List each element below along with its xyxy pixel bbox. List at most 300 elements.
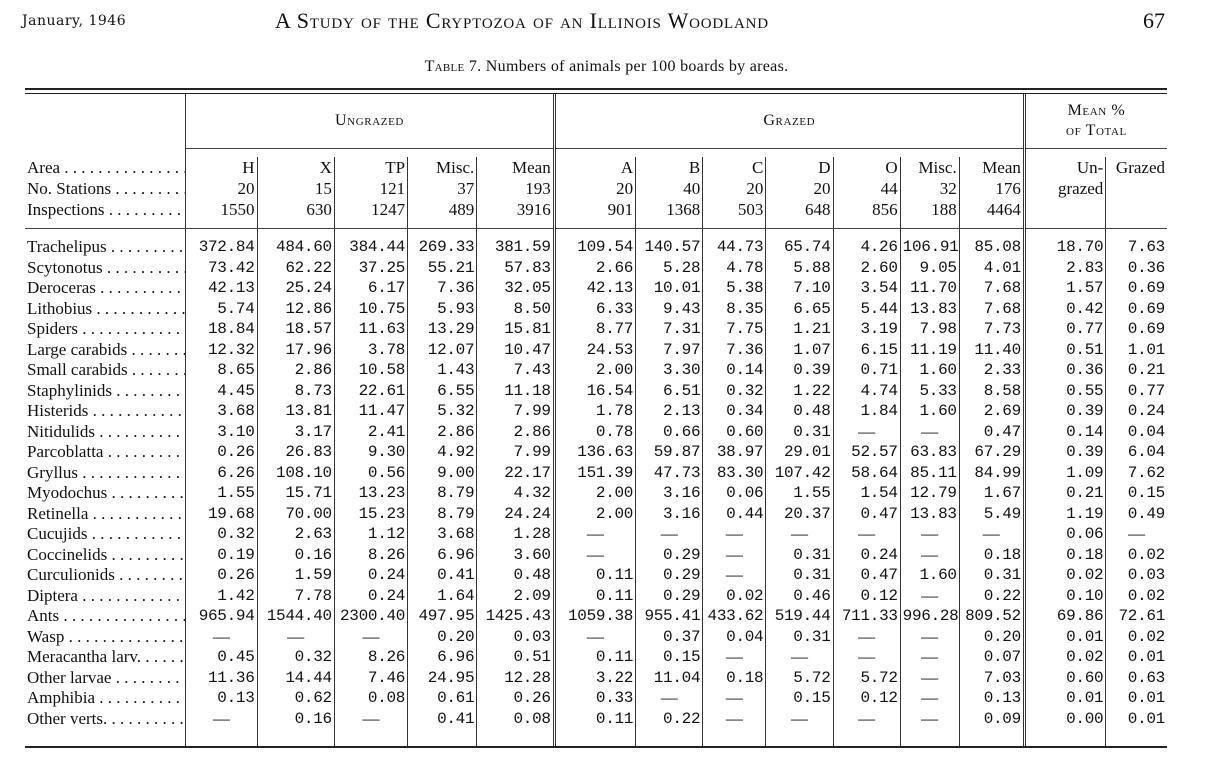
cell-value: — [766, 524, 833, 545]
table-row [25, 627, 1167, 648]
cell-value: 0.15 [1106, 483, 1167, 504]
cell-value: — [833, 709, 900, 730]
cell-value: — [554, 545, 635, 566]
cell-value: 0.34 [703, 401, 766, 422]
cell-value: 0.08 [477, 709, 554, 730]
cell-value: 0.18 [1024, 545, 1105, 566]
cell-value: 0.18 [703, 668, 766, 689]
cell-value: 3.16 [636, 504, 703, 525]
cell-value: 0.39 [1024, 442, 1105, 463]
cell-value: 18.84 [186, 319, 257, 340]
cell-value: 1.54 [833, 483, 900, 504]
cell-value: 0.44 [703, 504, 766, 525]
pct-grazed-header [1106, 178, 1167, 199]
column-area: D [766, 157, 833, 178]
cell-value: 1.12 [334, 524, 407, 545]
group-grazed: Grazed [554, 94, 1024, 149]
cell-value: 3.68 [186, 401, 257, 422]
cell-value: 15.23 [334, 504, 407, 525]
cell-value: 13.83 [900, 504, 959, 525]
cell-value: 269.33 [408, 237, 477, 258]
column-area: C [703, 157, 766, 178]
cell-value: 7.68 [959, 278, 1024, 299]
cell-value: 1.42 [186, 586, 257, 607]
cell-value: 44.73 [703, 237, 766, 258]
cell-value: 12.79 [900, 483, 959, 504]
table-row [25, 606, 1167, 627]
table-row [25, 688, 1167, 709]
cell-value: 2.63 [257, 524, 334, 545]
cell-value: 0.29 [636, 565, 703, 586]
table-caption [0, 58, 1213, 76]
cell-value: 22.17 [477, 463, 554, 484]
column-inspections: 1247 [334, 199, 407, 220]
cell-value: 6.26 [186, 463, 257, 484]
cell-value: 2.00 [554, 483, 635, 504]
cell-value: — [1106, 524, 1167, 545]
header-separator [25, 220, 1167, 229]
cell-value: 0.11 [554, 586, 635, 607]
cell-value: 0.12 [833, 688, 900, 709]
cell-value: 7.31 [636, 319, 703, 340]
cell-value: 0.55 [1024, 381, 1105, 402]
cell-value: 12.28 [477, 668, 554, 689]
cell-value: — [334, 627, 407, 648]
taxon-label: Staphylinids . . . [25, 381, 186, 402]
header-row-stations [25, 178, 1167, 199]
cell-value: 16.54 [554, 381, 635, 402]
cell-value: 1.60 [900, 360, 959, 381]
cell-value: 3.54 [833, 278, 900, 299]
cell-value: 0.26 [186, 565, 257, 586]
cell-value: 0.14 [1024, 422, 1105, 443]
cell-value: 0.29 [636, 586, 703, 607]
cell-value: 0.36 [1106, 258, 1167, 279]
cell-value: 1425.43 [477, 606, 554, 627]
column-stations: 40 [636, 178, 703, 199]
cell-value: 0.19 [186, 545, 257, 566]
cell-value: — [257, 627, 334, 648]
cell-value: 1.43 [408, 360, 477, 381]
cell-value: 484.60 [257, 237, 334, 258]
header-label-stations: No. Stations . . . [25, 178, 186, 199]
column-area: A [554, 157, 635, 178]
cell-value: — [334, 709, 407, 730]
cell-value: 1.21 [766, 319, 833, 340]
cell-value: 711.33 [833, 606, 900, 627]
cell-value: 151.39 [554, 463, 635, 484]
cell-value: 12.32 [186, 340, 257, 361]
column-stations: 20 [703, 178, 766, 199]
cell-value: 0.37 [636, 627, 703, 648]
cell-value: 4.78 [703, 258, 766, 279]
cell-value: 0.47 [833, 504, 900, 525]
column-area: H [186, 157, 257, 178]
cell-value: 3.78 [334, 340, 407, 361]
cell-value: 519.44 [766, 606, 833, 627]
cell-value: 5.74 [186, 299, 257, 320]
bottom-rule [25, 746, 1167, 748]
cell-value: — [186, 627, 257, 648]
cell-value: 8.73 [257, 381, 334, 402]
cell-value: 11.18 [477, 381, 554, 402]
cell-value: 0.51 [477, 647, 554, 668]
cell-value: — [900, 586, 959, 607]
cell-value: 42.13 [554, 278, 635, 299]
table-row [25, 586, 1167, 607]
cell-value: 0.26 [477, 688, 554, 709]
cell-value: 25.24 [257, 278, 334, 299]
cell-value: 2.41 [334, 422, 407, 443]
column-inspections: 901 [554, 199, 635, 220]
cell-value: 8.77 [554, 319, 635, 340]
cell-value: — [833, 627, 900, 648]
cell-value: 0.36 [1024, 360, 1105, 381]
cell-value: 0.15 [636, 647, 703, 668]
cell-value: 1.84 [833, 401, 900, 422]
pct-ungrazed-header: grazed [1024, 178, 1105, 199]
column-stations: 121 [334, 178, 407, 199]
cell-value: 0.60 [1024, 668, 1105, 689]
cell-value: 372.84 [186, 237, 257, 258]
cell-value: 0.01 [1106, 647, 1167, 668]
cell-value: 11.04 [636, 668, 703, 689]
cell-value: 5.33 [900, 381, 959, 402]
column-area: Mean [959, 157, 1024, 178]
cell-value: — [833, 647, 900, 668]
column-area: X [257, 157, 334, 178]
cell-value: 10.01 [636, 278, 703, 299]
cell-value: 85.11 [900, 463, 959, 484]
cell-value: 7.98 [900, 319, 959, 340]
cell-value: 955.41 [636, 606, 703, 627]
cell-value: — [703, 565, 766, 586]
taxon-label: Lithobius . . . [25, 299, 186, 320]
cell-value: 0.78 [554, 422, 635, 443]
cell-value: 0.07 [959, 647, 1024, 668]
cell-value: 70.00 [257, 504, 334, 525]
cell-value: 0.48 [766, 401, 833, 422]
cell-value: — [959, 524, 1024, 545]
table-row [25, 258, 1167, 279]
issue-date: January, 1946 [22, 13, 127, 29]
cell-value: 6.51 [636, 381, 703, 402]
cell-value: 0.60 [703, 422, 766, 443]
table-row [25, 668, 1167, 689]
cell-value: 0.45 [186, 647, 257, 668]
cell-value: 0.47 [959, 422, 1024, 443]
cell-value: 83.30 [703, 463, 766, 484]
cell-value: 0.11 [554, 565, 635, 586]
cell-value: 7.78 [257, 586, 334, 607]
cell-value: — [900, 688, 959, 709]
cell-value: 11.19 [900, 340, 959, 361]
taxon-label: Other larvae . . . [25, 668, 186, 689]
cell-value: 0.16 [257, 545, 334, 566]
cell-value: 0.47 [833, 565, 900, 586]
cell-value: 85.08 [959, 237, 1024, 258]
cell-value: 8.79 [408, 504, 477, 525]
cell-value: 5.93 [408, 299, 477, 320]
cell-value: 10.75 [334, 299, 407, 320]
cell-value: 67.29 [959, 442, 1024, 463]
cell-value: 0.13 [959, 688, 1024, 709]
cell-value: 5.49 [959, 504, 1024, 525]
cell-value: 52.57 [833, 442, 900, 463]
cell-value: 1.55 [186, 483, 257, 504]
column-inspections: 630 [257, 199, 334, 220]
cell-value: 24.95 [408, 668, 477, 689]
cell-value: 1544.40 [257, 606, 334, 627]
cell-value: 0.62 [257, 688, 334, 709]
taxon-label: Small carabids . . . [25, 360, 186, 381]
cell-value: 12.86 [257, 299, 334, 320]
table-row [25, 299, 1167, 320]
mean-pct-line2: of Total [1066, 122, 1127, 139]
column-stations: 37 [408, 178, 477, 199]
cell-value: 12.07 [408, 340, 477, 361]
cell-value: 7.43 [477, 360, 554, 381]
cell-value: 0.22 [636, 709, 703, 730]
cell-value: 9.00 [408, 463, 477, 484]
cell-value: 59.87 [636, 442, 703, 463]
cell-value: 0.01 [1106, 688, 1167, 709]
cell-value: — [900, 668, 959, 689]
column-inspections: 1550 [186, 199, 257, 220]
taxon-label: Deroceras . . . [25, 278, 186, 299]
cell-value: — [766, 647, 833, 668]
cell-value: 0.46 [766, 586, 833, 607]
taxon-label: Ants . . . [25, 606, 186, 627]
column-inspections: 4464 [959, 199, 1024, 220]
cell-value: 0.11 [554, 647, 635, 668]
cell-value: 106.91 [900, 237, 959, 258]
taxon-label: Amphibia . . . [25, 688, 186, 709]
table-row [25, 545, 1167, 566]
cell-value: 8.58 [959, 381, 1024, 402]
cell-value: 18.70 [1024, 237, 1105, 258]
cell-value: 4.01 [959, 258, 1024, 279]
cell-value: 1.59 [257, 565, 334, 586]
table-row [25, 463, 1167, 484]
cell-value: 0.12 [833, 586, 900, 607]
table-caption-text: Numbers of animals per 100 boards by areas. [485, 58, 789, 75]
cell-value: 3.30 [636, 360, 703, 381]
cell-value: 5.28 [636, 258, 703, 279]
cell-value: 1.07 [766, 340, 833, 361]
cell-value: 0.01 [1024, 627, 1105, 648]
cell-value: 0.31 [766, 627, 833, 648]
column-inspections: 503 [703, 199, 766, 220]
table-label: Table 7. [424, 58, 482, 75]
cell-value: 0.09 [959, 709, 1024, 730]
cell-value: 1.78 [554, 401, 635, 422]
table-row [25, 504, 1167, 525]
cell-value: 7.03 [959, 668, 1024, 689]
cell-value: 15.81 [477, 319, 554, 340]
cell-value: 1.22 [766, 381, 833, 402]
cell-value: — [636, 688, 703, 709]
column-stations: 20 [766, 178, 833, 199]
cell-value: 0.42 [1024, 299, 1105, 320]
cell-value: 17.96 [257, 340, 334, 361]
cell-value: 11.40 [959, 340, 1024, 361]
cell-value: 6.65 [766, 299, 833, 320]
cell-value: 0.63 [1106, 668, 1167, 689]
cell-value: 7.62 [1106, 463, 1167, 484]
cell-value: 136.63 [554, 442, 635, 463]
cell-value: 4.74 [833, 381, 900, 402]
cell-value: 0.06 [1024, 524, 1105, 545]
cell-value: 0.24 [334, 565, 407, 586]
cell-value: 32.05 [477, 278, 554, 299]
cell-value: 20.37 [766, 504, 833, 525]
cell-value: 6.55 [408, 381, 477, 402]
table-body [25, 237, 1167, 747]
cell-value: — [636, 524, 703, 545]
cell-value: — [900, 545, 959, 566]
cell-value: 29.01 [766, 442, 833, 463]
cell-value: 2.09 [477, 586, 554, 607]
cell-value: 0.02 [1106, 586, 1167, 607]
cell-value: 0.08 [334, 688, 407, 709]
taxon-label: Other verts. . . . [25, 709, 186, 730]
cell-value: 7.75 [703, 319, 766, 340]
cell-value: 0.00 [1024, 709, 1105, 730]
cell-value: 0.22 [959, 586, 1024, 607]
cell-value: 0.06 [703, 483, 766, 504]
pct-ungrazed-header: Un- [1024, 157, 1105, 178]
cell-value: 0.71 [833, 360, 900, 381]
cell-value: 1.01 [1106, 340, 1167, 361]
cell-value: 11.36 [186, 668, 257, 689]
cell-value: 13.23 [334, 483, 407, 504]
cell-value: 3.19 [833, 319, 900, 340]
cell-value: 9.05 [900, 258, 959, 279]
cell-value: — [703, 709, 766, 730]
column-stations: 176 [959, 178, 1024, 199]
cell-value: 38.97 [703, 442, 766, 463]
cell-value: 47.73 [636, 463, 703, 484]
column-stations: 32 [900, 178, 959, 199]
cell-value: 1.19 [1024, 504, 1105, 525]
article-title: A Study of the Cryptozoa of an Illinois Woodland [275, 8, 769, 33]
cell-value: 2.00 [554, 360, 635, 381]
cell-value: 0.69 [1106, 278, 1167, 299]
header-row-inspections [25, 199, 1167, 220]
cell-value: 19.68 [186, 504, 257, 525]
cell-value: 13.81 [257, 401, 334, 422]
pct-ungrazed-header [1024, 199, 1105, 220]
column-inspections: 648 [766, 199, 833, 220]
cell-value: 0.31 [766, 565, 833, 586]
column-stations: 15 [257, 178, 334, 199]
cell-value: — [900, 627, 959, 648]
pct-grazed-header: Grazed [1106, 157, 1167, 178]
cell-value: 1.09 [1024, 463, 1105, 484]
cell-value: 8.65 [186, 360, 257, 381]
cell-value: 7.97 [636, 340, 703, 361]
page-number: 67 [1143, 8, 1165, 33]
cell-value: 2.86 [408, 422, 477, 443]
cell-value: 58.64 [833, 463, 900, 484]
cell-value: 0.16 [257, 709, 334, 730]
cell-value: 0.41 [408, 709, 477, 730]
column-area: TP [334, 157, 407, 178]
column-stations: 20 [186, 178, 257, 199]
cell-value: 9.30 [334, 442, 407, 463]
cell-value: 0.61 [408, 688, 477, 709]
cell-value: 2.86 [477, 422, 554, 443]
column-inspections: 188 [900, 199, 959, 220]
cell-value: 107.42 [766, 463, 833, 484]
cell-value: — [900, 422, 959, 443]
cell-value: — [554, 627, 635, 648]
taxon-label: Coccinelids . . . [25, 545, 186, 566]
taxon-label: Parcoblatta . . . [25, 442, 186, 463]
cell-value: — [900, 524, 959, 545]
cell-value: 0.01 [1106, 709, 1167, 730]
cell-value: 0.10 [1024, 586, 1105, 607]
cell-value: 26.83 [257, 442, 334, 463]
cell-value: 3.68 [408, 524, 477, 545]
cell-value: 2.60 [833, 258, 900, 279]
cell-value: 73.42 [186, 258, 257, 279]
cell-value: 0.21 [1024, 483, 1105, 504]
cell-value: 10.58 [334, 360, 407, 381]
taxon-label: Scytonotus . . . [25, 258, 186, 279]
cell-value: 7.63 [1106, 237, 1167, 258]
cell-value: — [833, 524, 900, 545]
cell-value: 0.20 [959, 627, 1024, 648]
table-row [25, 360, 1167, 381]
table-row [25, 237, 1167, 258]
table-row [25, 278, 1167, 299]
cell-value: 8.79 [408, 483, 477, 504]
cell-value: 5.38 [703, 278, 766, 299]
cell-value: 5.88 [766, 258, 833, 279]
column-area: O [833, 157, 900, 178]
cell-value: 22.61 [334, 381, 407, 402]
cell-value: 0.04 [1106, 422, 1167, 443]
taxon-label: Trachelipus . . . [25, 237, 186, 258]
stub-header-blank [25, 94, 186, 149]
cell-value: 0.26 [186, 442, 257, 463]
cell-value: 10.47 [477, 340, 554, 361]
column-inspections: 856 [833, 199, 900, 220]
cell-value: 6.96 [408, 647, 477, 668]
taxon-label: Gryllus . . . [25, 463, 186, 484]
cell-value: 13.83 [900, 299, 959, 320]
cell-value: 0.24 [833, 545, 900, 566]
header-label-inspections: Inspections . . . [25, 199, 186, 220]
cell-value: 0.49 [1106, 504, 1167, 525]
cell-value: 5.44 [833, 299, 900, 320]
cell-value: — [900, 647, 959, 668]
table-row [25, 319, 1167, 340]
cell-value: 0.24 [1106, 401, 1167, 422]
header-row-area [25, 157, 1167, 178]
cell-value: 84.99 [959, 463, 1024, 484]
cell-value: 381.59 [477, 237, 554, 258]
cell-value: 1.64 [408, 586, 477, 607]
table-row [25, 442, 1167, 463]
cell-value: — [766, 709, 833, 730]
cell-value: 69.86 [1024, 606, 1105, 627]
cell-value: 5.72 [766, 668, 833, 689]
table-row [25, 524, 1167, 545]
header-label-area: Area . . . [25, 157, 186, 178]
